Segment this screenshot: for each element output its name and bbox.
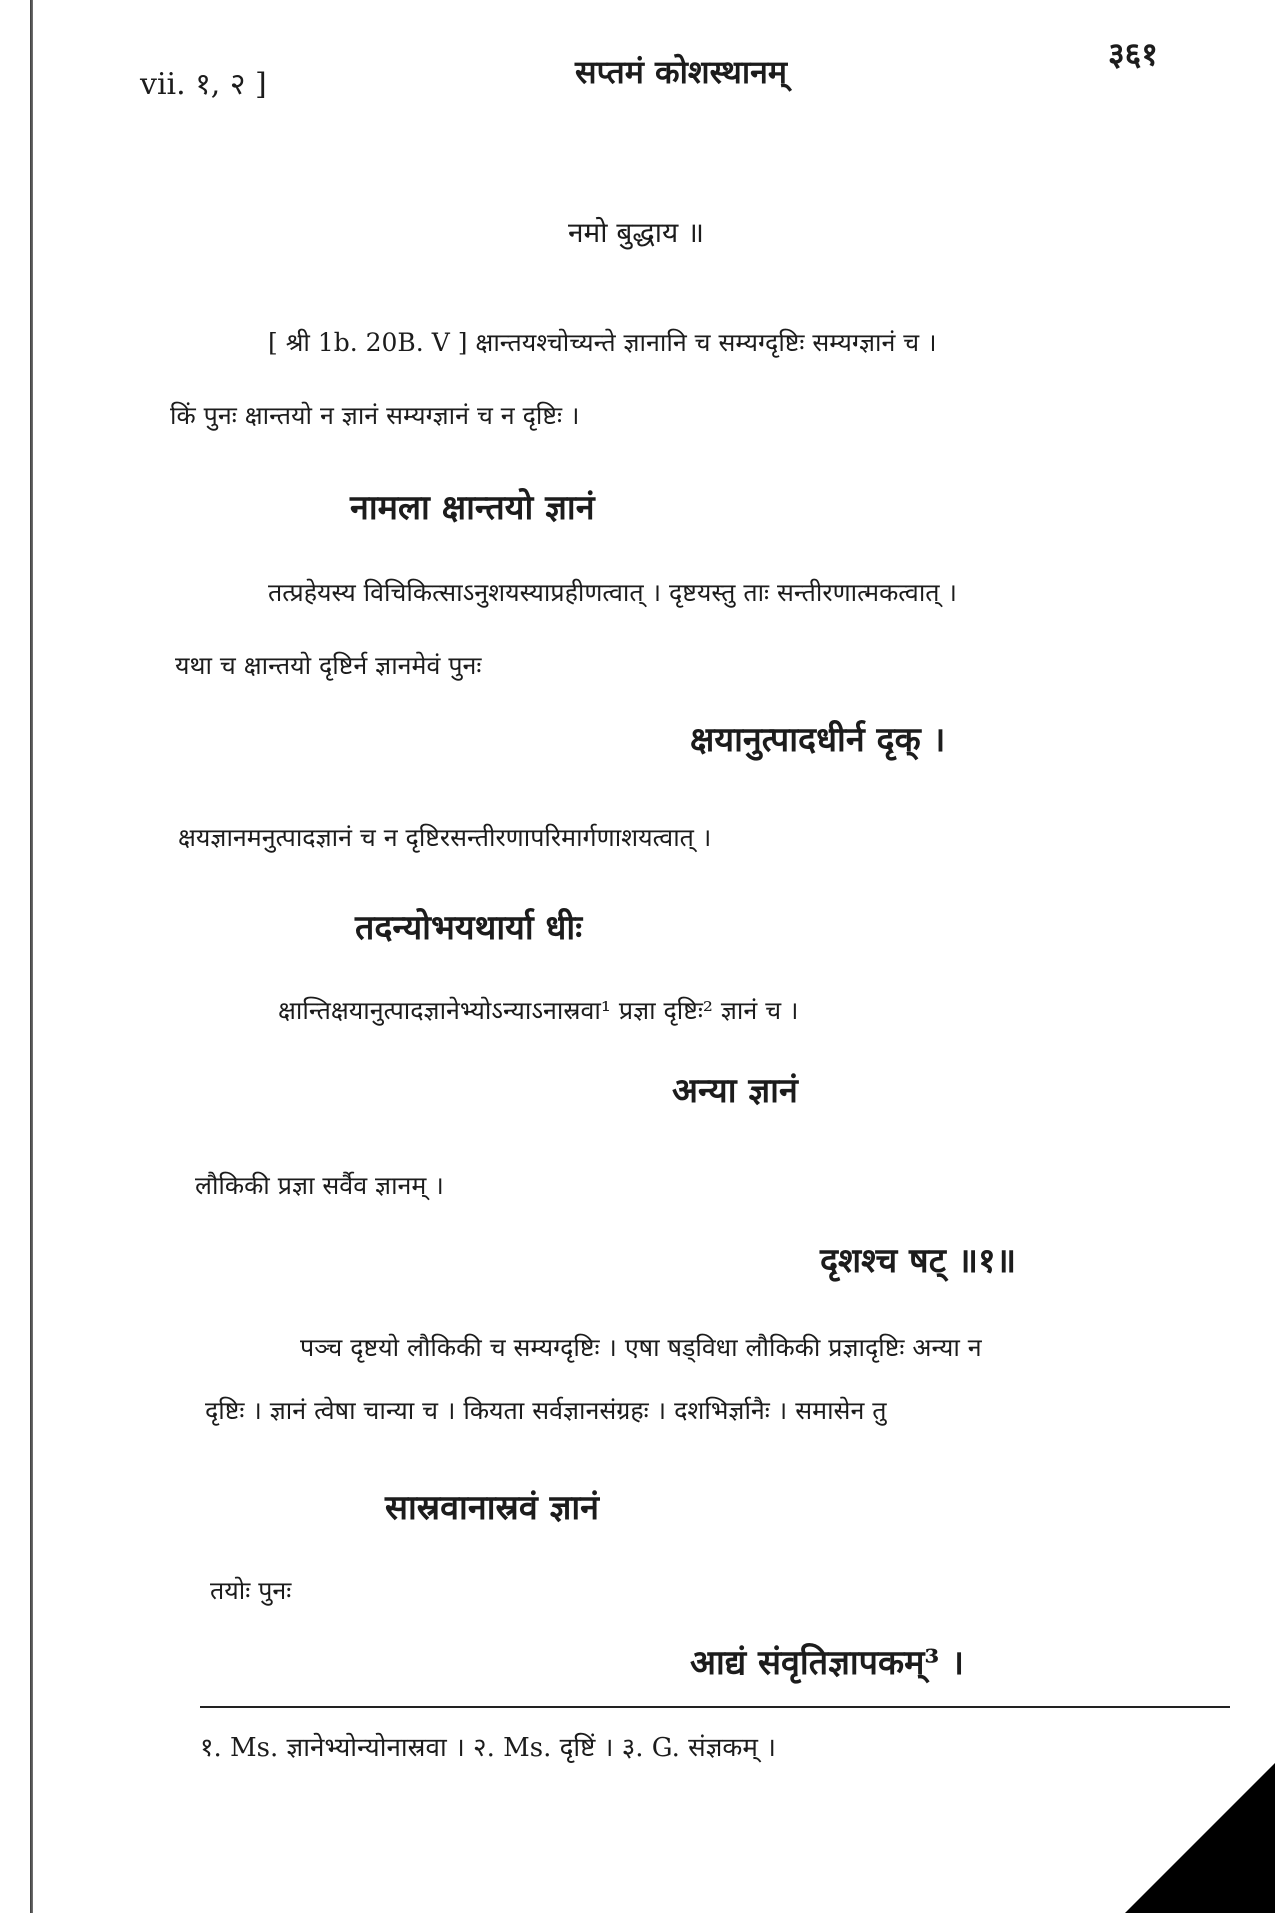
text-line: किं पुनः क्षान्तयो न ज्ञानं सम्यग्ज्ञानं च न दृष्टिः । <box>170 401 580 430</box>
verse-line: अन्या ज्ञानं <box>672 1071 798 1111</box>
text-line: दृष्टिः । ज्ञानं त्वेषा चान्या च । कियता सर्वज्ञानसंग्रहः । दशभिर्ज्ञानैः । समासेन तु <box>205 1396 887 1425</box>
text-line: पञ्च दृष्टयो लौकिकी च सम्यग्दृष्टिः । एषा षड्विधा लौकिकी प्रज्ञादृष्टिः अन्या न <box>300 1333 982 1362</box>
text-line: यथा च क्षान्तयो दृष्टिर्न ज्ञानमेवं पुनः <box>175 651 482 680</box>
scan-corner-shadow <box>1125 1763 1275 1913</box>
verse-line: नामला क्षान्तयो ज्ञानं <box>350 488 595 528</box>
section-reference: vii. १, २ ] <box>140 67 267 102</box>
footnote-rule <box>200 1706 1230 1708</box>
text-line: तयोः पुनः <box>210 1576 292 1605</box>
footnotes: १. Ms. ज्ञानेभ्योन्योनास्रवा । २. Ms. दृष्टिं । ३. G. संज्ञकम् । <box>200 1733 777 1763</box>
verse-line: आद्यं संवृतिज्ञापकम्³ । <box>690 1643 965 1683</box>
verse-line: क्षयानुत्पादधीर्न दृक् । <box>690 720 946 760</box>
verse-line: सास्रवानास्रवं ज्ञानं <box>385 1488 600 1528</box>
invocation: नमो बुद्धाय ॥ <box>568 216 704 249</box>
text-line: तत्प्रहेयस्य विचिकित्साऽनुशयस्याप्रहीणत्वात् । दृष्टयस्तु ताः सन्तीरणात्मकत्वात् । <box>268 578 957 607</box>
verse-line: तदन्योभयथार्या धीः <box>355 908 583 948</box>
text-line: [ श्री 1b. 20B. V ] क्षान्तयश्चोच्यन्ते ज्ञानानि च सम्यग्दृष्टिः सम्यग्ज्ञानं च । <box>268 328 937 357</box>
running-title: सप्तमं कोशस्थानम् <box>575 53 788 91</box>
text-line: क्षयज्ञानमनुत्पादज्ञानं च न दृष्टिरसन्तीरणापरिमार्गणाशयत्वात् । <box>178 823 712 852</box>
page-binding-edge <box>30 0 33 1913</box>
text-line: लौकिकी प्रज्ञा सर्वैव ज्ञानम् । <box>195 1171 444 1200</box>
page-number: ३६१ <box>1108 35 1158 73</box>
verse-line: दृशश्च षट् ॥१॥ <box>820 1241 1017 1281</box>
text-line: क्षान्तिक्षयानुत्पादज्ञानेभ्योऽन्याऽनास्रवा¹ प्रज्ञा दृष्टिः² ज्ञानं च । <box>278 996 799 1025</box>
